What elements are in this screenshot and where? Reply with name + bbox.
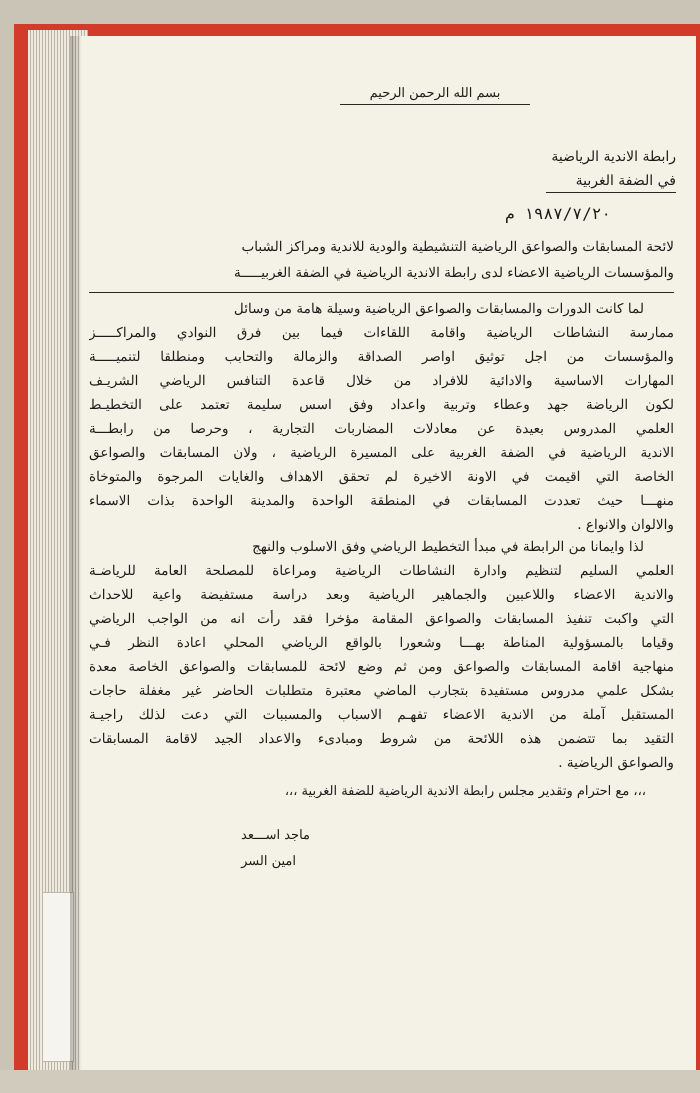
paragraph-1-line: الخاصة التي اقيمت في الاونة الاخيرة لم تحقق الاهداف والغايات المرجوة والمتوخاة	[89, 469, 674, 485]
paragraph-2-line: التقيد بما تتضمن هذه اللائحة من شروط ومبادىء والاعداد الجيد لاقامة المسابقات	[89, 731, 674, 747]
paragraph-2-line: والاندية الاعضاء واللاعبين والجماهير الرياضية وبعد دراسة مستفيضة واعية للاحداث	[89, 587, 674, 603]
paragraph-1-line: منهـــا حيث تعددت المسابقات في المنطقة الواحدة والمدينة الواحدة بذات الاسماء	[89, 493, 674, 509]
paragraph-1-line: الاندية الرياضية في الضفة الغربية على المسيرة الرياضية ، ولان المسابقات والصواعق	[89, 445, 674, 461]
signature-name: ماجد اســـعد	[241, 828, 310, 843]
paragraph-2-line: العلمي السليم لتنظيم وادارة النشاطات الرياضية ومراعاة للمصلحة العامة للرياضـة	[89, 563, 674, 579]
closing-line: ،،، مع احترام وتقدير مجلس رابطة الاندية الرياضية للضفة الغربية ،،،	[284, 784, 646, 799]
paragraph-1-line: ممارسة النشاطات الرياضية واقامة اللقاءات فيما بين فرق النوادي والمراكـــــز	[89, 325, 674, 341]
paragraph-2-line: وقياما بالمسؤولية المناطة بهـــا وشعورا بالواقع الرياضي المحلي اعادة النظر فـي	[89, 635, 674, 651]
page-edge-shadow	[70, 36, 82, 1070]
bottom-background	[0, 1070, 700, 1093]
paragraph-1-line: والالوان والانواع .	[577, 517, 674, 533]
paragraph-2-line: منهاجية اقامة المسابقات والصواعق ومن ثم وضع لائحة للمسابقات والصواعق الخاصة معدة	[89, 659, 674, 675]
paragraph-2-line: المستقبل آملة من الاندية الاعضاء تفهـم الاسباب والمسببات التي دعت لذلك راجيـة	[89, 707, 674, 723]
document-page	[80, 36, 696, 1070]
paragraph-1-line: المهارات الاساسية والادائية للافراد من خلال قاعدة التنافس الرياضي الشريـف	[89, 373, 674, 389]
document-date: ١٩٨٧/٧/٢٠ م	[505, 204, 611, 223]
paragraph-2-line: والصواعق الرياضية .	[558, 755, 674, 771]
title-rule	[89, 292, 674, 293]
signature-title: امين السر	[241, 854, 296, 869]
title-line-1: لائحة المسابقات والصواعق الرياضية التنشيطية والودية للاندية ومراكز الشباب	[241, 239, 674, 255]
paragraph-2-line: لذا وايمانا من الرابطة في مبدأ التخطيط الرياضي وفق الاسلوب والنهج	[252, 539, 644, 555]
paragraph-1-line: لكون الرياضة جهد وعطاء وتربية واعداد وفق اسس سليمة تعتمد على التخطيـط	[89, 397, 674, 413]
org-underline	[546, 192, 676, 193]
org-name-line1: رابطة الاندية الرياضية	[551, 149, 676, 165]
paragraph-1-line: والمؤسسات من اجل توثيق اواصر الصداقة والزمالة والتحابب ومنطلقا لتنميـــــة	[89, 349, 674, 365]
paragraph-2-line: بشكل علمي مدروس مستفيدة بتجارب الماضي معتبرة متطلبات الحاضر غير مغفلة حاجات	[89, 683, 674, 699]
paragraph-1-line: لما كانت الدورات والمسابقات والصواعق الرياضية وسيلة هامة من وسائل	[233, 301, 644, 317]
basmala: بسم الله الرحمن الرحيم	[340, 84, 530, 105]
title-line-2: والمؤسسات الرياضية الاعضاء لدى رابطة الاندية الرياضية في الضفة الغربيـــــة	[234, 265, 674, 281]
paragraph-1-line: العلمي المدروس بعيدة عن معادلات المضاربات التجارية ، وحرصا من رابطـــة	[89, 421, 674, 437]
org-name-line2: في الضفة الغربية	[575, 173, 676, 189]
paragraph-2-line: التي واكبت تنفيذ المسابقات والصواعق المقامة مؤخرا فقد رأت انه من الواجب الرياضي	[89, 611, 674, 627]
